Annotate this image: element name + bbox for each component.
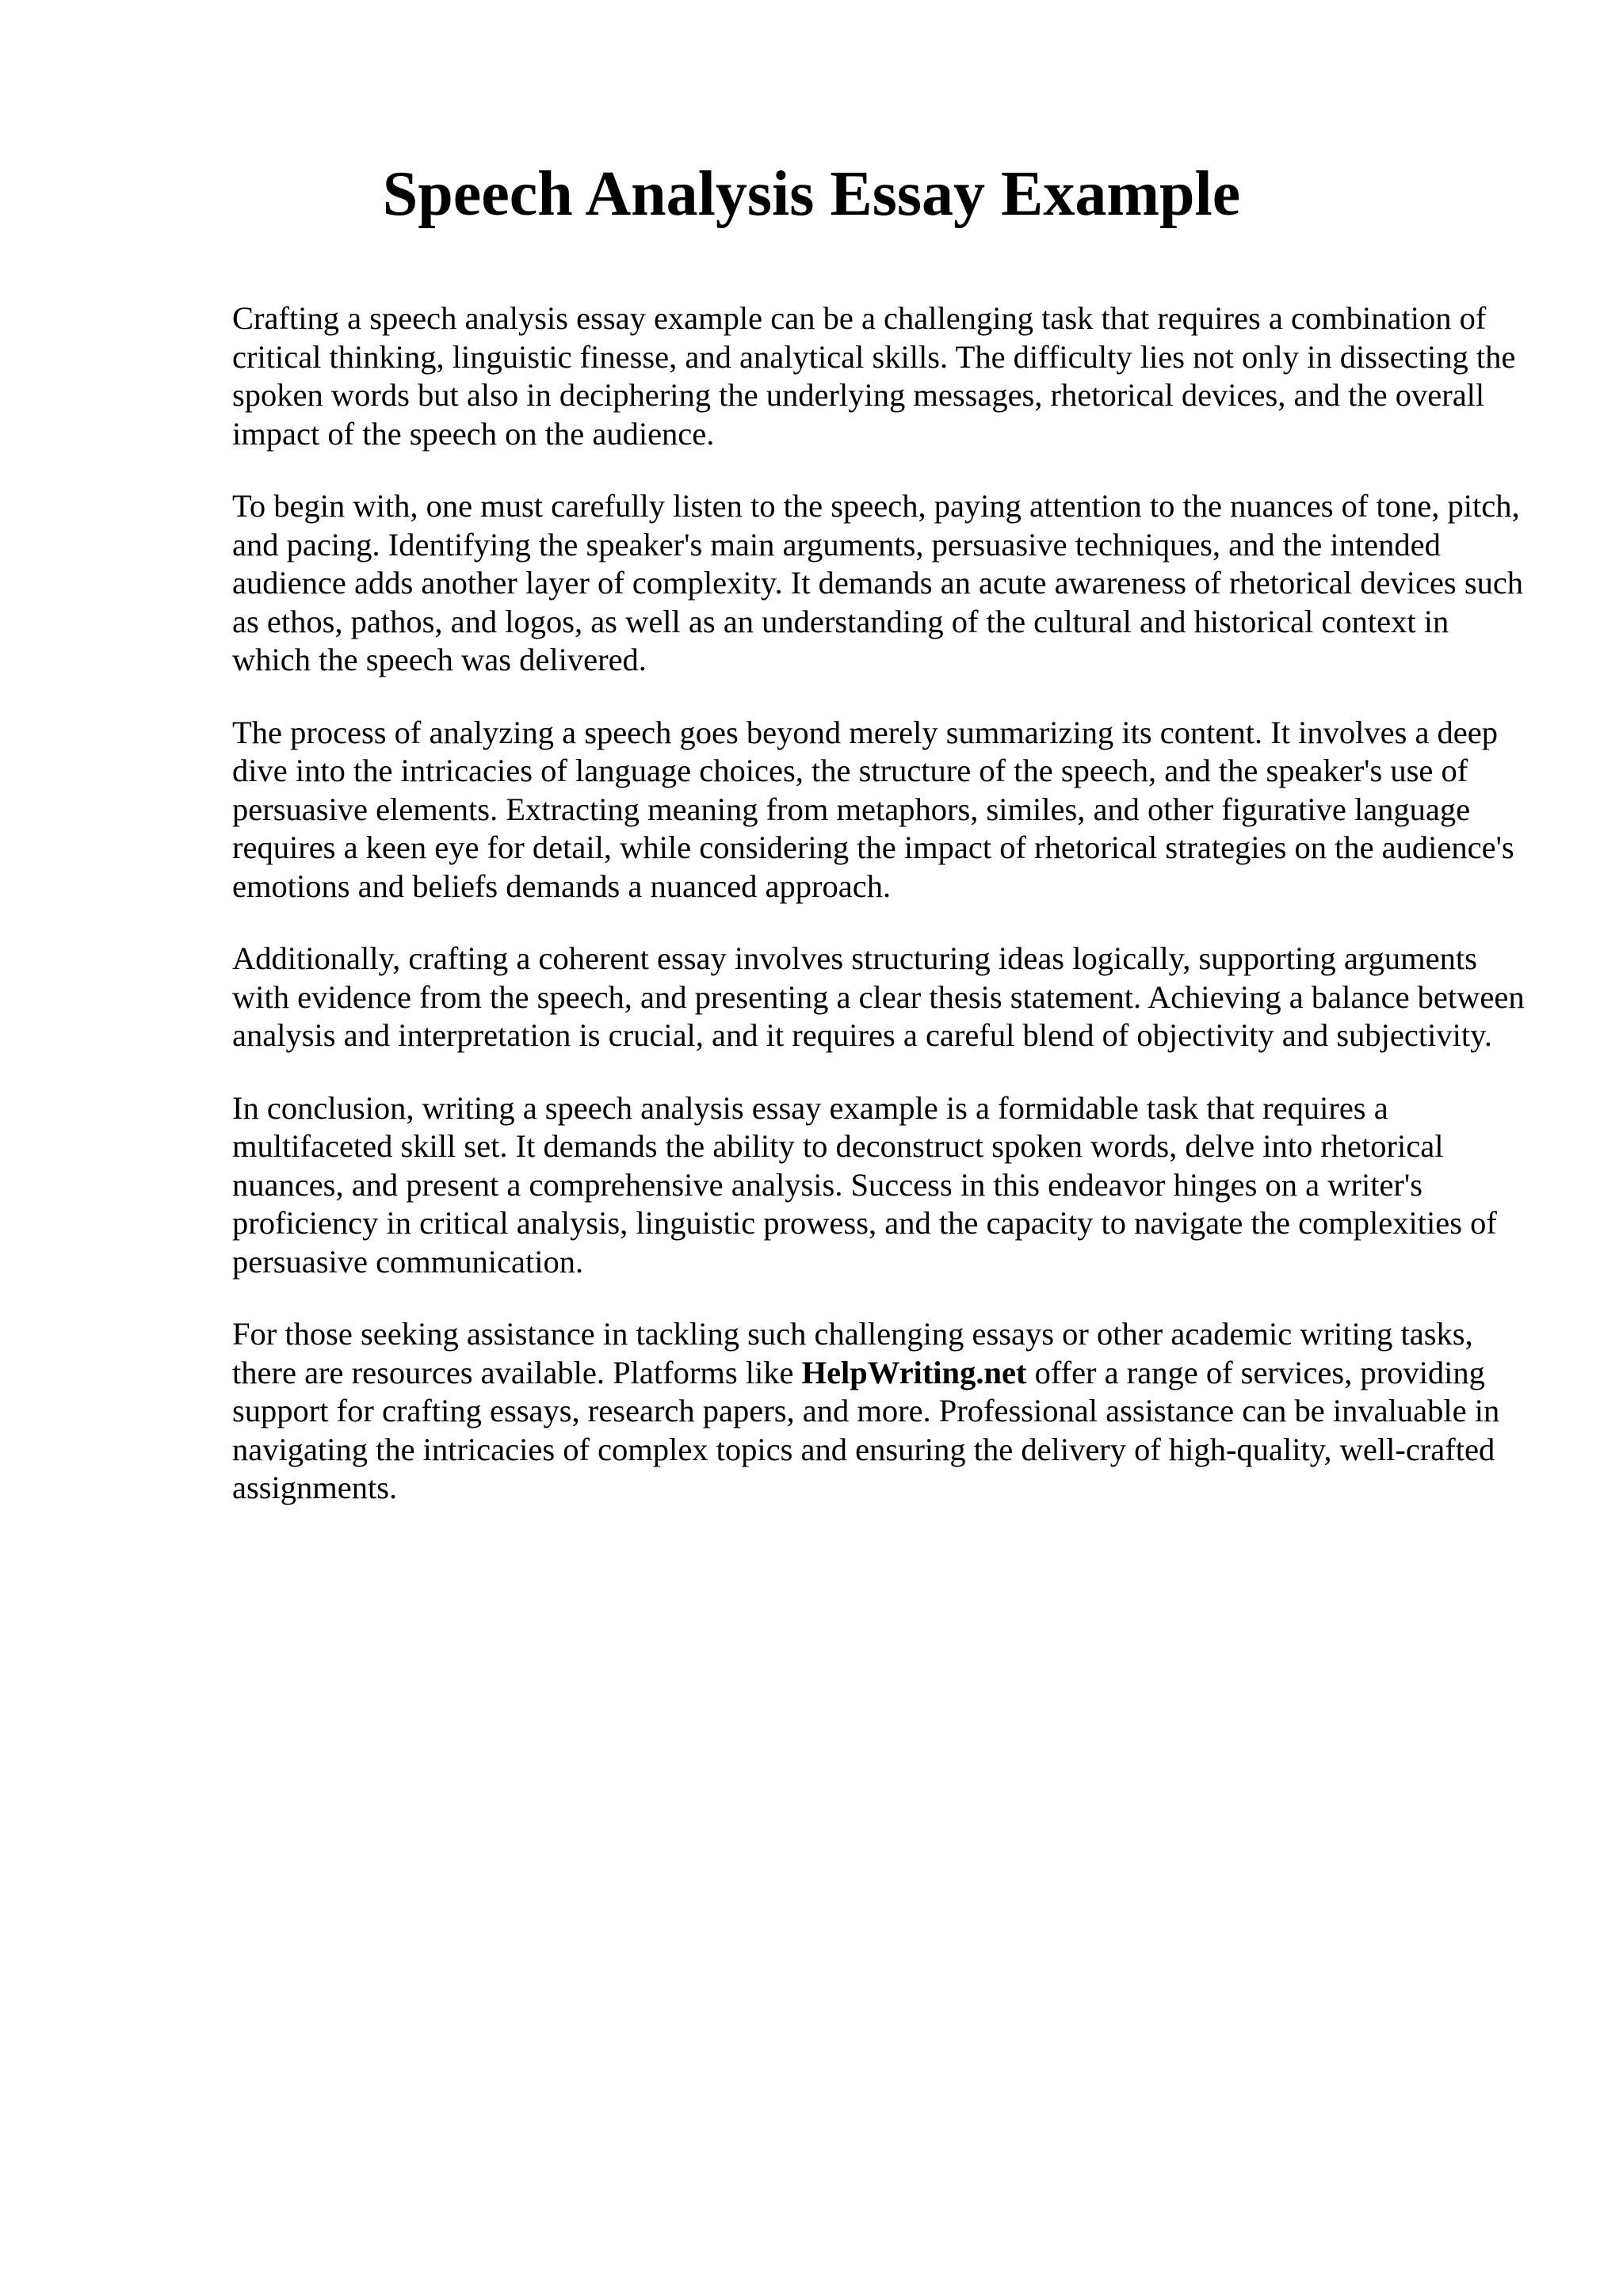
essay-body [232, 299, 1532, 1542]
paragraph-6 [232, 1315, 1532, 1508]
paragraph-1: Crafting a speech analysis essay example can be a challenging task that requires a combination of critical thinking, linguistic finesse, and analytical skills. The difficulty lies not only in dissecting the spoken words but also in deciphering the underlying messages, rhetorical devices, and the overall impact of the speech on the audience. [232, 300, 1516, 452]
paragraph-4: Additionally, crafting a coherent essay involves structuring ideas logically, supporting arguments with evidence from the speech, and presenting a clear thesis statement. Achieving a balance between analysis and interpretation is crucial, and it requires a careful blend of objectivity and subjectivity. [232, 940, 1525, 1053]
paragraph-2: To begin with, one must carefully listen to the speech, paying attention to the nuances of tone, pitch, and pacing. Identifying the speaker's main arguments, persuasive techniques, and the intended audience adds another layer of complexity. It demands an acute awareness of rhetorical devices such as ethos, pathos, and logos, as well as an understanding of the cultural and historical context in which the speech was delivered. [232, 488, 1524, 677]
brand-link[interactable]: HelpWriting.net [801, 1354, 1027, 1390]
paragraph-5: In conclusion, writing a speech analysis essay example is a formidable task that requires a multifaceted skill set. It demands the ability to deconstruct spoken words, delve into rhetorical nuances, and present a comprehensive analysis. Success in this endeavor hinges on a writer's proficiency in critical analysis, linguistic prowess, and the capacity to navigate the complexities of persuasive communication. [232, 1089, 1497, 1280]
paragraph-3: The process of analyzing a speech goes beyond merely summarizing its content. It involves a deep dive into the intricacies of language choices, the structure of the speech, and the speaker's use of persuasive elements. Extracting meaning from metaphors, similes, and other figurative language requires a keen eye for detail, while considering the impact of rhetorical strategies on the audience's emotions and beliefs demands a nuanced approach. [232, 714, 1514, 904]
paragraph-6-rest: offer a range of services, providing support for crafting essays, research papers, and more. Professional assistance can be invaluable in navigating the intricacies of complex topics and ensuring the delivery of high-quality, well-crafted assignments. [232, 1354, 1500, 1505]
paragraph-6-intro: For those seeking assistance in tackling such challenging essays or other academic writing tasks, there are resources available. Platforms like [232, 1316, 1473, 1390]
page-title: Speech Analysis Essay Example [382, 159, 1241, 229]
